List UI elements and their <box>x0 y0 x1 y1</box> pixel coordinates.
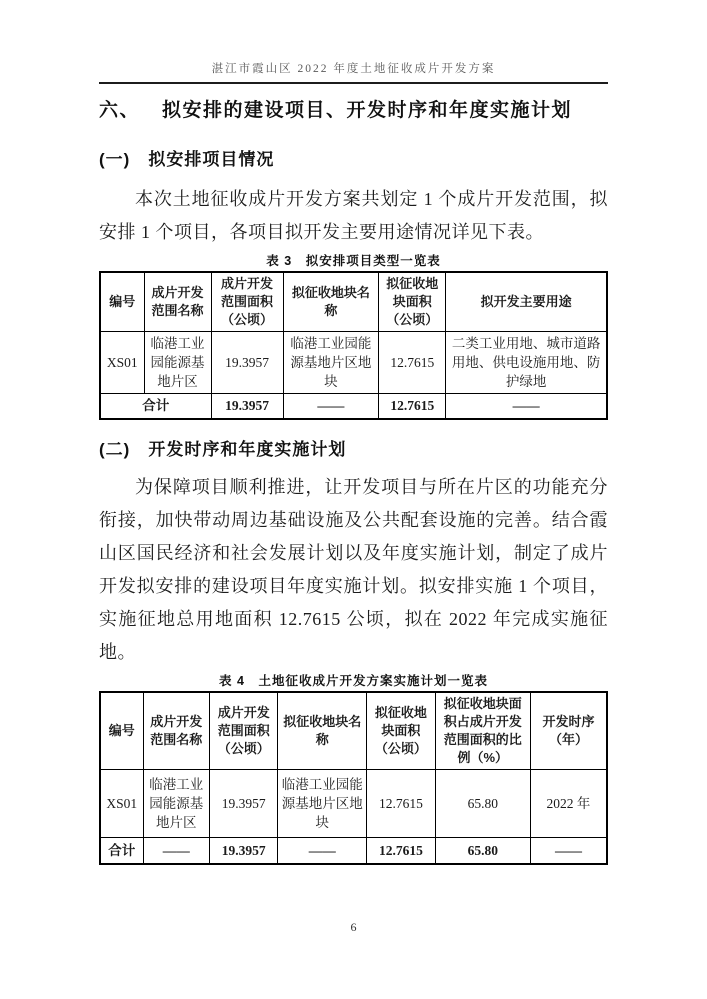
table4-implementation-plan <box>99 691 608 866</box>
table-cell: 65.80 <box>435 769 530 837</box>
table-cell: XS01 <box>100 332 144 394</box>
table-total-row <box>100 394 607 419</box>
running-header: 湛江市霞山区 2022 年度土地征收成片开发方案 <box>211 63 496 75</box>
table-cell: —— <box>446 394 607 419</box>
table-cell: 12.7615 <box>379 394 446 419</box>
table-cell: XS01 <box>100 769 143 837</box>
section-title: 拟安排的建设项目、开发时序和年度实施计划 <box>162 100 573 121</box>
column-header: 成片开发范围面积（公顷） <box>210 692 278 770</box>
column-header: 拟征收地块名称 <box>278 692 367 770</box>
table-cell: 临港工业园能源基地片区 <box>144 332 211 394</box>
paragraph-project-overview: 本次土地征收成片开发方案共划定 1 个成片开发范围，拟安排 1 个项目，各项目拟开发主要用途情况详见下表。 <box>99 189 608 242</box>
table-data-row <box>100 769 607 837</box>
subsection1-title: 拟安排项目情况 <box>148 150 275 169</box>
table-cell: 65.80 <box>435 837 530 864</box>
column-header: 成片开发范围名称 <box>143 692 209 770</box>
table-total-row <box>100 837 607 864</box>
paragraph-development-schedule: 为保障项目顺利推进，让开发项目与所在片区的功能充分衔接，加快带动周边基础设施及公共配套设施的完善。结合霞山区国民经济和社会发展计划以及年度实施计划，制定了成片开发拟安排的建设项目年度实施计划。拟安排实施 1 个项目，实施征地总用地面积 12.7615 公顷，拟在 2022 年完成实施征地。 <box>99 476 608 662</box>
table-cell: —— <box>283 394 379 419</box>
section-number: 六、 <box>99 100 141 121</box>
column-header: 编号 <box>100 272 144 332</box>
table-cell: 临港工业园能源基地片区地块 <box>283 332 379 394</box>
column-header: 成片开发范围名称 <box>144 272 211 332</box>
table-cell: 合计 <box>100 394 211 419</box>
table-cell: 19.3957 <box>210 769 278 837</box>
header-rule-divider <box>99 82 608 84</box>
table-cell: 12.7615 <box>367 769 435 837</box>
table-cell: 19.3957 <box>210 837 278 864</box>
column-header: 开发时序（年） <box>530 692 607 770</box>
table-cell: 临港工业园能源基地片区地块 <box>278 769 367 837</box>
subsection1-heading <box>99 148 608 171</box>
subsection1-number: (一) <box>99 150 131 169</box>
subsection2-title: 开发时序和年度实施计划 <box>148 439 347 459</box>
column-header: 拟开发主要用途 <box>446 272 607 332</box>
table-cell: 19.3957 <box>211 332 283 394</box>
table-cell: 12.7615 <box>379 332 446 394</box>
column-header: 拟征收地块面积占成片开发范围面积的比例（%） <box>435 692 530 770</box>
table-cell: 合计 <box>100 837 143 864</box>
table3-project-types <box>99 271 608 420</box>
table4-caption: 表 4 土地征收成片开发方案实施计划一览表 <box>219 673 488 688</box>
page-content <box>99 82 608 865</box>
subsection2-number: (二) <box>99 439 131 459</box>
table-cell: —— <box>143 837 209 864</box>
section-heading <box>99 97 608 124</box>
column-header: 拟征收地块面积（公顷） <box>367 692 435 770</box>
subsection2-heading <box>99 438 608 461</box>
table3-caption: 表 3 拟安排项目类型一览表 <box>266 254 441 268</box>
table-cell: 12.7615 <box>367 837 435 864</box>
table-cell: 二类工业用地、城市道路用地、供电设施用地、防护绿地 <box>446 332 607 394</box>
column-header: 拟征收地块面积（公顷） <box>379 272 446 332</box>
table-cell: —— <box>278 837 367 864</box>
table-cell: —— <box>530 837 607 864</box>
column-header: 拟征收地块名称 <box>283 272 379 332</box>
table-data-row <box>100 332 607 394</box>
page-number: 6 <box>350 920 357 934</box>
table-header-row <box>100 272 607 332</box>
table-cell: 2022 年 <box>530 769 607 837</box>
table-cell: 19.3957 <box>211 394 283 419</box>
table-header-row <box>100 692 607 770</box>
table-cell: 临港工业园能源基地片区 <box>143 769 209 837</box>
column-header: 编号 <box>100 692 143 770</box>
column-header: 成片开发范围面积（公顷） <box>211 272 283 332</box>
